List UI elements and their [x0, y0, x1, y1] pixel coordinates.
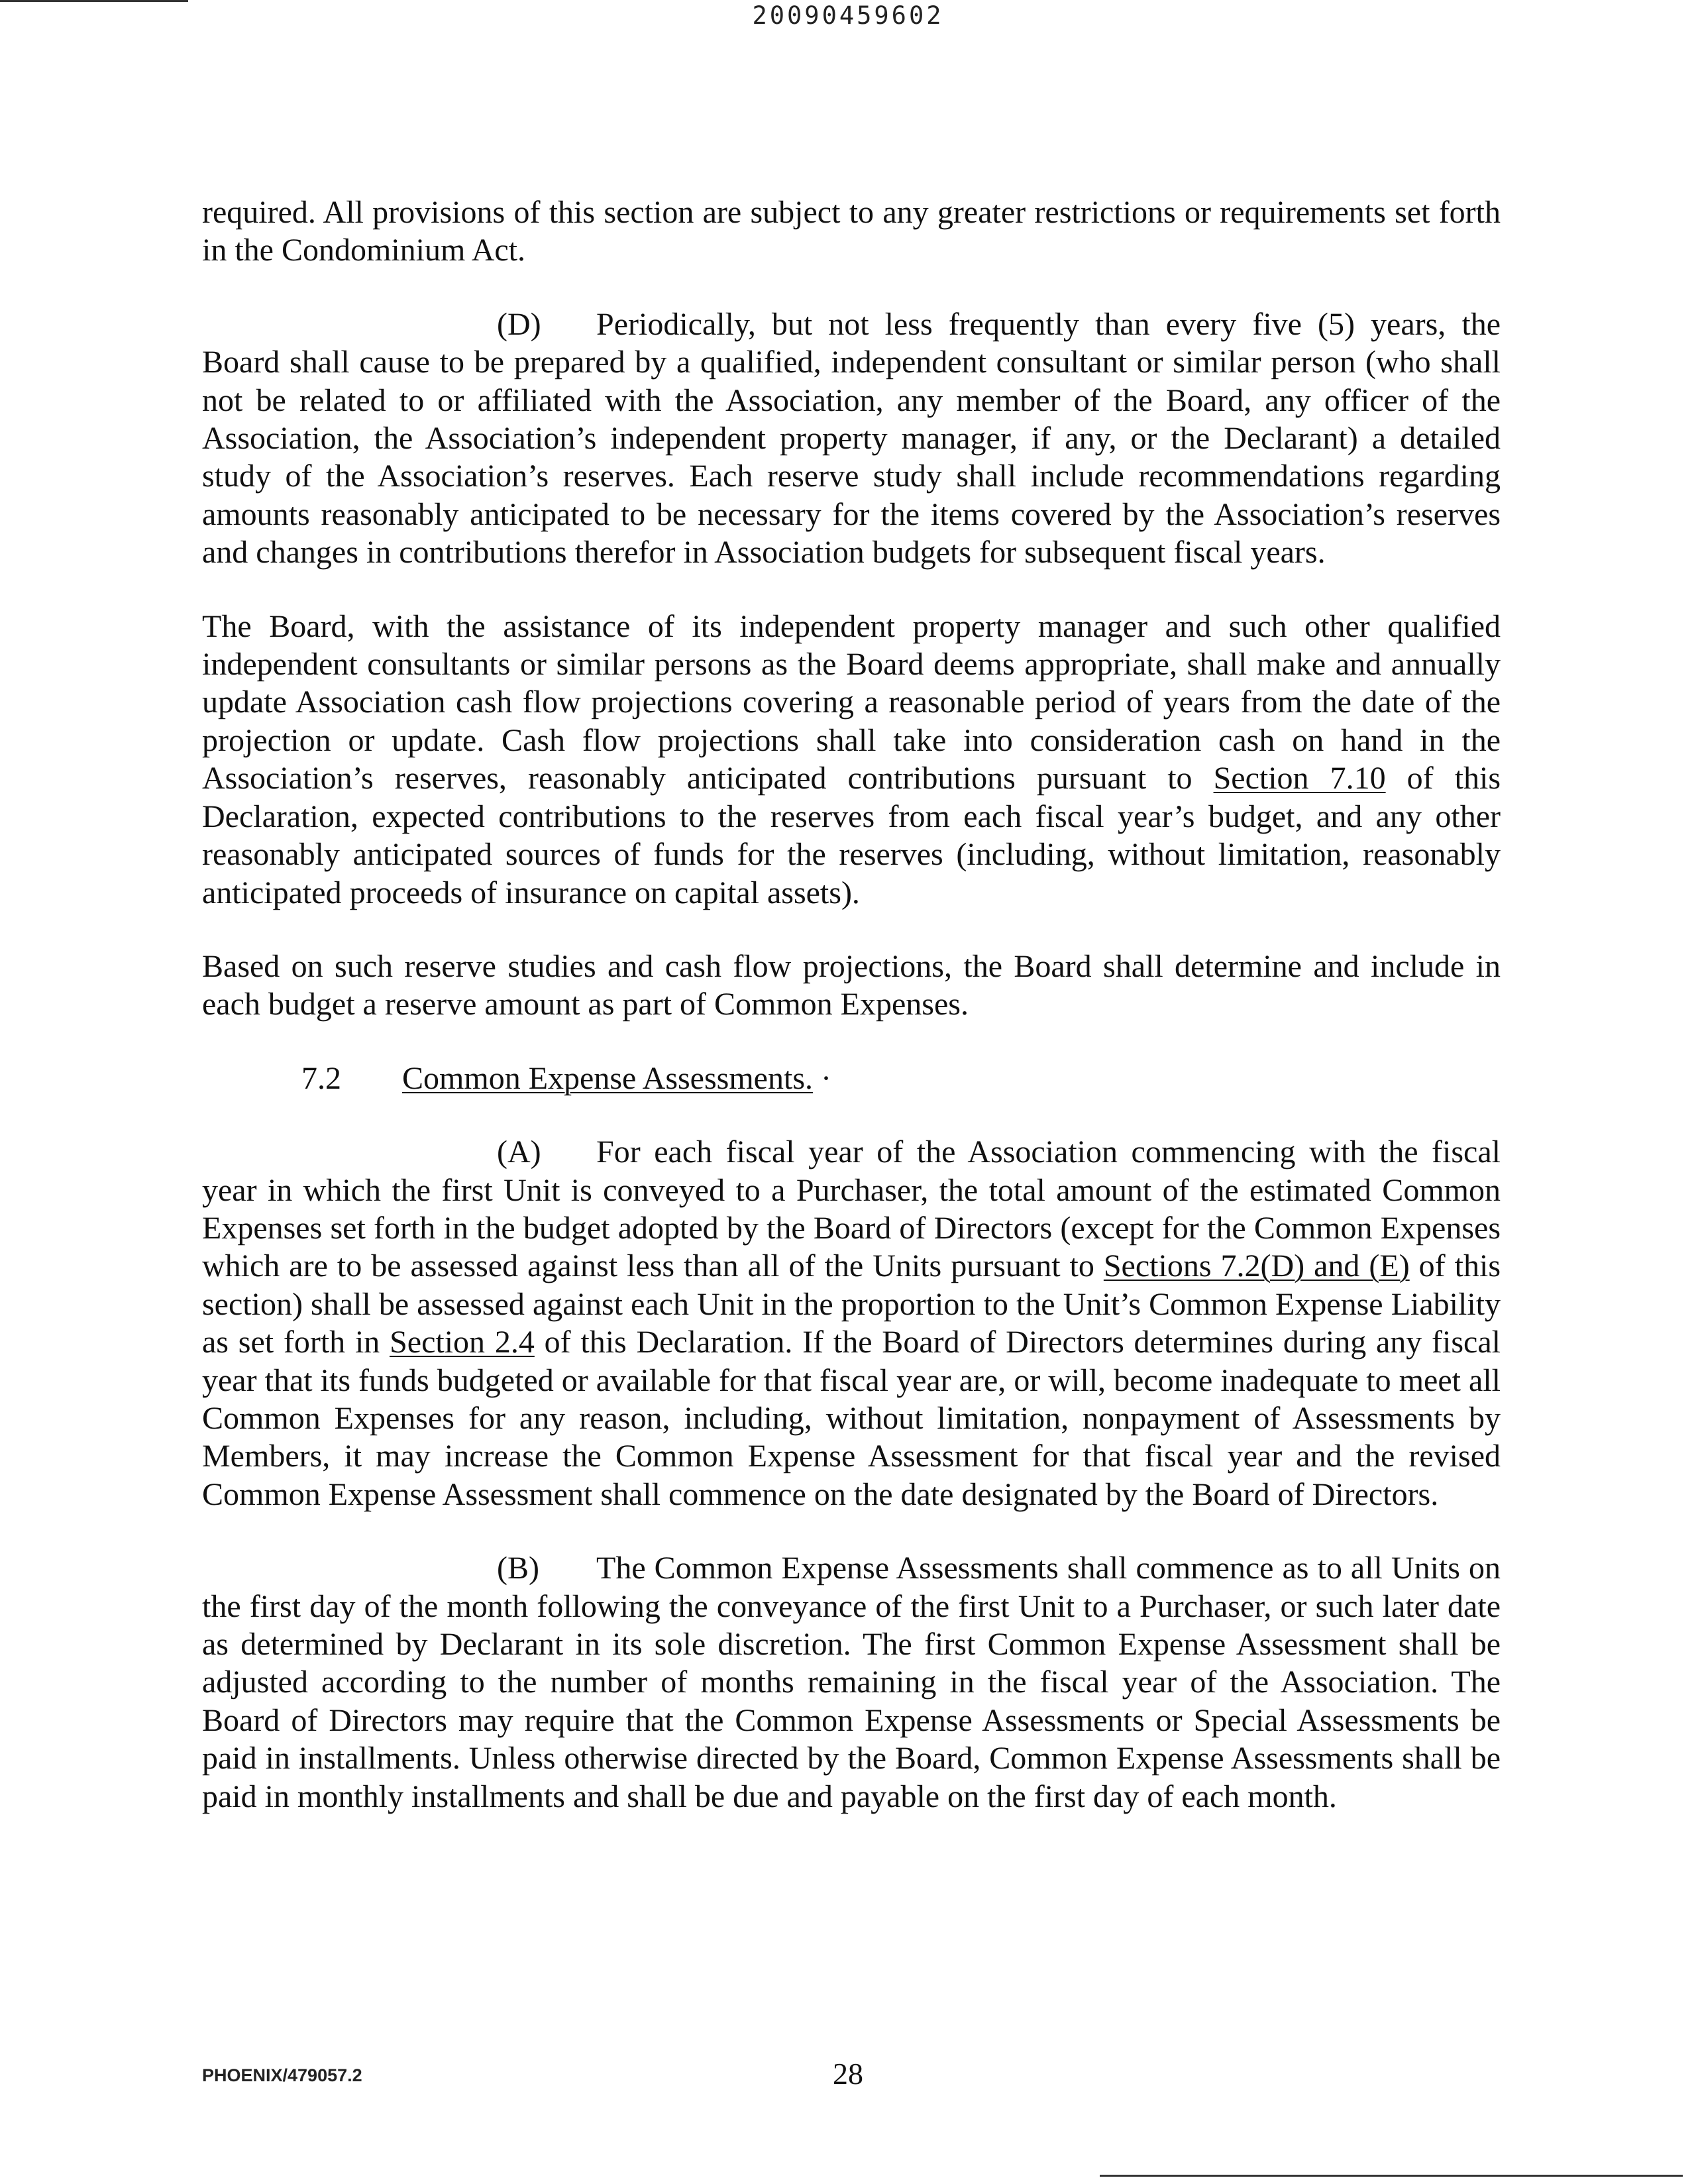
- paragraph-d: [202, 305, 1501, 572]
- section-number: 7.2: [301, 1060, 341, 1096]
- document-number: 20090459602: [752, 1, 944, 30]
- paragraph-cash-flow: [202, 608, 1501, 912]
- cash-flow-text-1: The Board, with the assistance of its independent property manager and such other qualified independent consultants or similar persons as the Board deems appropriate, shall make and annually update Association cash flow projections covering a reasonable period of years from the date of the projection or update. Cash flow projections shall take into consideration cash on hand in the Association’s reserves, reasonably anticipated contributions pursuant to: [202, 608, 1501, 796]
- paragraph-a: [202, 1133, 1501, 1513]
- sections-7-2-d-e-reference: Sections 7.2(D) and (E): [1103, 1248, 1410, 1284]
- bottom-right-rule: [1100, 2175, 1683, 2177]
- subsection-a-text-3: of this Declaration. If the Board of Directors determines during any fiscal year that its funds budgeted or available for that fiscal year are, or will, become inadequate to meet all Common Expenses for any reason, including, without limitation, nonpayment of Assessments by Members, it may increase the Common Expense Assessment for that fiscal year and the revised Common Expense Assessment shall commence on the date designated by the Board of Directors.: [202, 1325, 1501, 1512]
- footer-document-id: PHOENIX/479057.2: [202, 2065, 362, 2085]
- section-2-4-reference: Section 2.4: [390, 1325, 535, 1360]
- subsection-b-text: The Common Expense Assessments shall commence as to all Units on the first day of the month following the conveyance of the first Unit to a Purchaser, or such later date as determined by Declarant in its sole discretion. The first Common Expense Assessment shall be adjusted according to the number of months remaining in the fiscal year of the Association. The Board of Directors may require that the Common Expense Assessments or Special Assessments be paid in installments. Unless otherwise directed by the Board, Common Expense Assessments shall be paid in monthly installments and shall be due and payable on the first day of each month.: [202, 1551, 1501, 1814]
- section-7-10-reference: Section 7.10: [1213, 761, 1386, 796]
- paragraph-reserve-amount: Based on such reserve studies and cash flow projections, the Board shall determine and include in each budget a reserve amount as part of Common Expenses.: [202, 948, 1501, 1022]
- document-body: [202, 193, 1501, 1816]
- paragraph-continuation: required. All provisions of this section are subject to any greater restrictions or requirements set forth in the Condominium Act.: [202, 195, 1501, 268]
- page-number: 28: [833, 2057, 863, 2091]
- section-7-2-heading: [202, 1060, 1501, 1097]
- subsection-d-label: (D): [497, 306, 541, 342]
- paragraph-b: [202, 1549, 1501, 1816]
- subsection-a-label: (A): [497, 1134, 541, 1170]
- subsection-d-text: Periodically, but not less frequently than every five (5) years, the Board shall cause to be prepared by a qualified, independent consultant or similar person (who shall not be related to or affiliated with the Association, any member of the Board, any officer of the Association, the Association’s independent property manager, if any, or the Declarant) a detailed study of the Association’s reserves. Each reserve study shall include recommendations regarding amounts reasonably anticipated to be necessary for the items covered by the Association’s reserves and changes in contributions therefor in Association budgets for subsequent fiscal years.: [202, 306, 1501, 571]
- subsection-b-label: (B): [497, 1551, 539, 1586]
- subsection-a-text-1: For each fiscal year of the Association commencing with the fiscal year in which the first Unit is conveyed to a Purchaser, the total amount of the estimated Common Expenses set forth in the budget adopted by the Board of Directors (except for the Common Expenses which are to be assessed against less than all of the Units pursuant to: [202, 1134, 1501, 1284]
- section-title: Common Expense Assessments.: [402, 1060, 813, 1096]
- subsection-a-text-2: of this section) shall be assessed against each Unit in the proportion to the Unit’s Common Expense Liability as set forth in: [202, 1248, 1501, 1360]
- cash-flow-text-2: of this Declaration, expected contributions to the reserves from each fiscal year’s budget, and any other reasonably anticipated sources of funds for the reserves (including, without limitation, reasonably anticipated proceeds of insurance on capital assets).: [202, 761, 1501, 910]
- section-title-trail: ·: [813, 1060, 831, 1096]
